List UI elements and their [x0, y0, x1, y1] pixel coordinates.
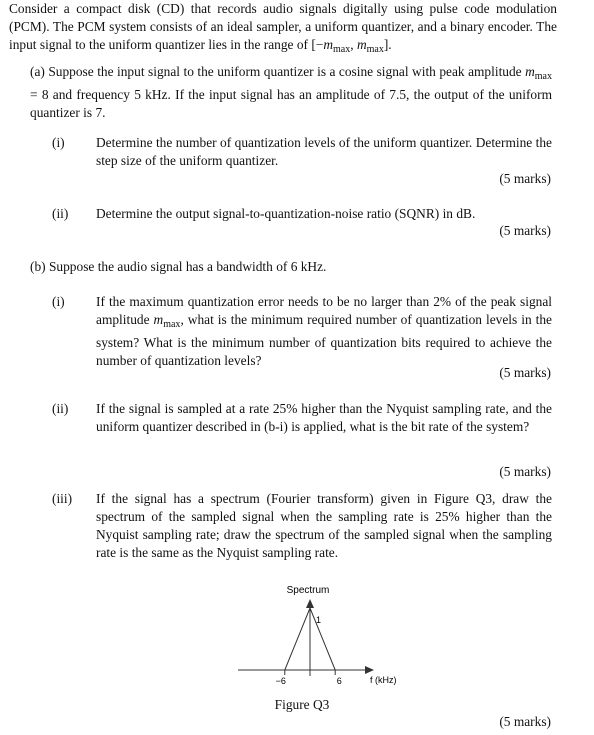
part-b-iii-marks: (5 marks) — [499, 714, 551, 729]
intro-text-2: ]. — [383, 37, 392, 52]
m-max-symbol: $m_{max}$ — [323, 37, 351, 55]
part-b-i-text — [96, 293, 552, 370]
x-axis-arrow — [365, 666, 374, 674]
part-a-ii-text: Determine the output signal-to-quantization-noise ratio (SQNR) in dB. — [96, 206, 476, 221]
x-axis-label: f (kHz) — [370, 675, 397, 685]
figure-q3 — [230, 578, 410, 690]
part-b-ii-marks: (5 marks) — [499, 464, 551, 479]
question-intro — [9, 0, 557, 59]
part-a-text-2: = 8 and frequency 5 kHz. If the input signal has an amplitude of 7.5, the output of the uniform quantizer is 7. — [30, 87, 552, 120]
spectrum-label: Spectrum — [286, 585, 330, 596]
tick-label-neg6: −6 — [275, 676, 286, 686]
intro-text-1: Consider a compact disk (CD) that records audio signals digitally using pulse code modulation (PCM). The PCM system consists of an ideal sampler, a uniform quantizer, and a binary encoder. The input signal to the uniform quantizer lies in the range of [− — [9, 1, 557, 52]
part-a-i-marks: (5 marks) — [499, 171, 551, 186]
part-b-ii-text: If the signal is sampled at a rate 25% higher than the Nyquist sampling rate, and the uniform quantizer described in (b-i) is applied, what is the bit rate of the system? — [96, 401, 552, 434]
part-a-intro — [30, 63, 552, 122]
tick-label-6: 6 — [336, 676, 342, 686]
part-a-text-1: (a) Suppose the input signal to the uniform quantizer is a cosine signal with peak amplitude — [30, 64, 526, 79]
part-a-i-text: Determine the number of quantization levels of the uniform quantizer. Determine the step size of the uniform quantizer. — [96, 135, 552, 168]
part-b-i-label: (i) — [52, 294, 65, 309]
peak-label: 1 — [316, 615, 322, 625]
part-b-intro: (b) Suppose the audio signal has a bandwidth of 6 kHz. — [30, 259, 327, 274]
y-axis-arrow — [306, 599, 314, 608]
part-a-ii-marks: (5 marks) — [499, 223, 551, 238]
m-max-symbol: $m_{max}$ — [356, 37, 384, 55]
part-b-iii-label: (iii) — [52, 491, 73, 506]
part-b-ii-label: (ii) — [52, 401, 69, 416]
part-b-i-marks: (5 marks) — [499, 365, 551, 380]
part-b-i-text-2: , what is the minimum required number of quantization levels in the system? What is the minimum number of quantization bits required to achieve the number of quantization levels? — [96, 312, 552, 368]
part-a-ii-label: (ii) — [52, 206, 69, 221]
figure-caption: Figure Q3 — [274, 697, 330, 712]
m-max-symbol: $m_{max}$ — [525, 64, 552, 82]
part-a-i-label: (i) — [52, 135, 65, 150]
part-b-iii-text: If the signal has a spectrum (Fourier transform) given in Figure Q3, draw the spectrum of the sampled signal when the sampling rate is 25% higher than the Nyquist sampling rate; draw the spectrum of the sampled signal when the sampling rate is the same as the Nyquist sampling rate. — [96, 491, 552, 560]
m-max-symbol: $m_{max}$ — [153, 312, 181, 330]
intro-separator: , — [350, 37, 357, 52]
part-b-i-text-1: If the maximum quantization error needs to be no larger than 2% of the peak signal amplitude — [96, 294, 552, 327]
